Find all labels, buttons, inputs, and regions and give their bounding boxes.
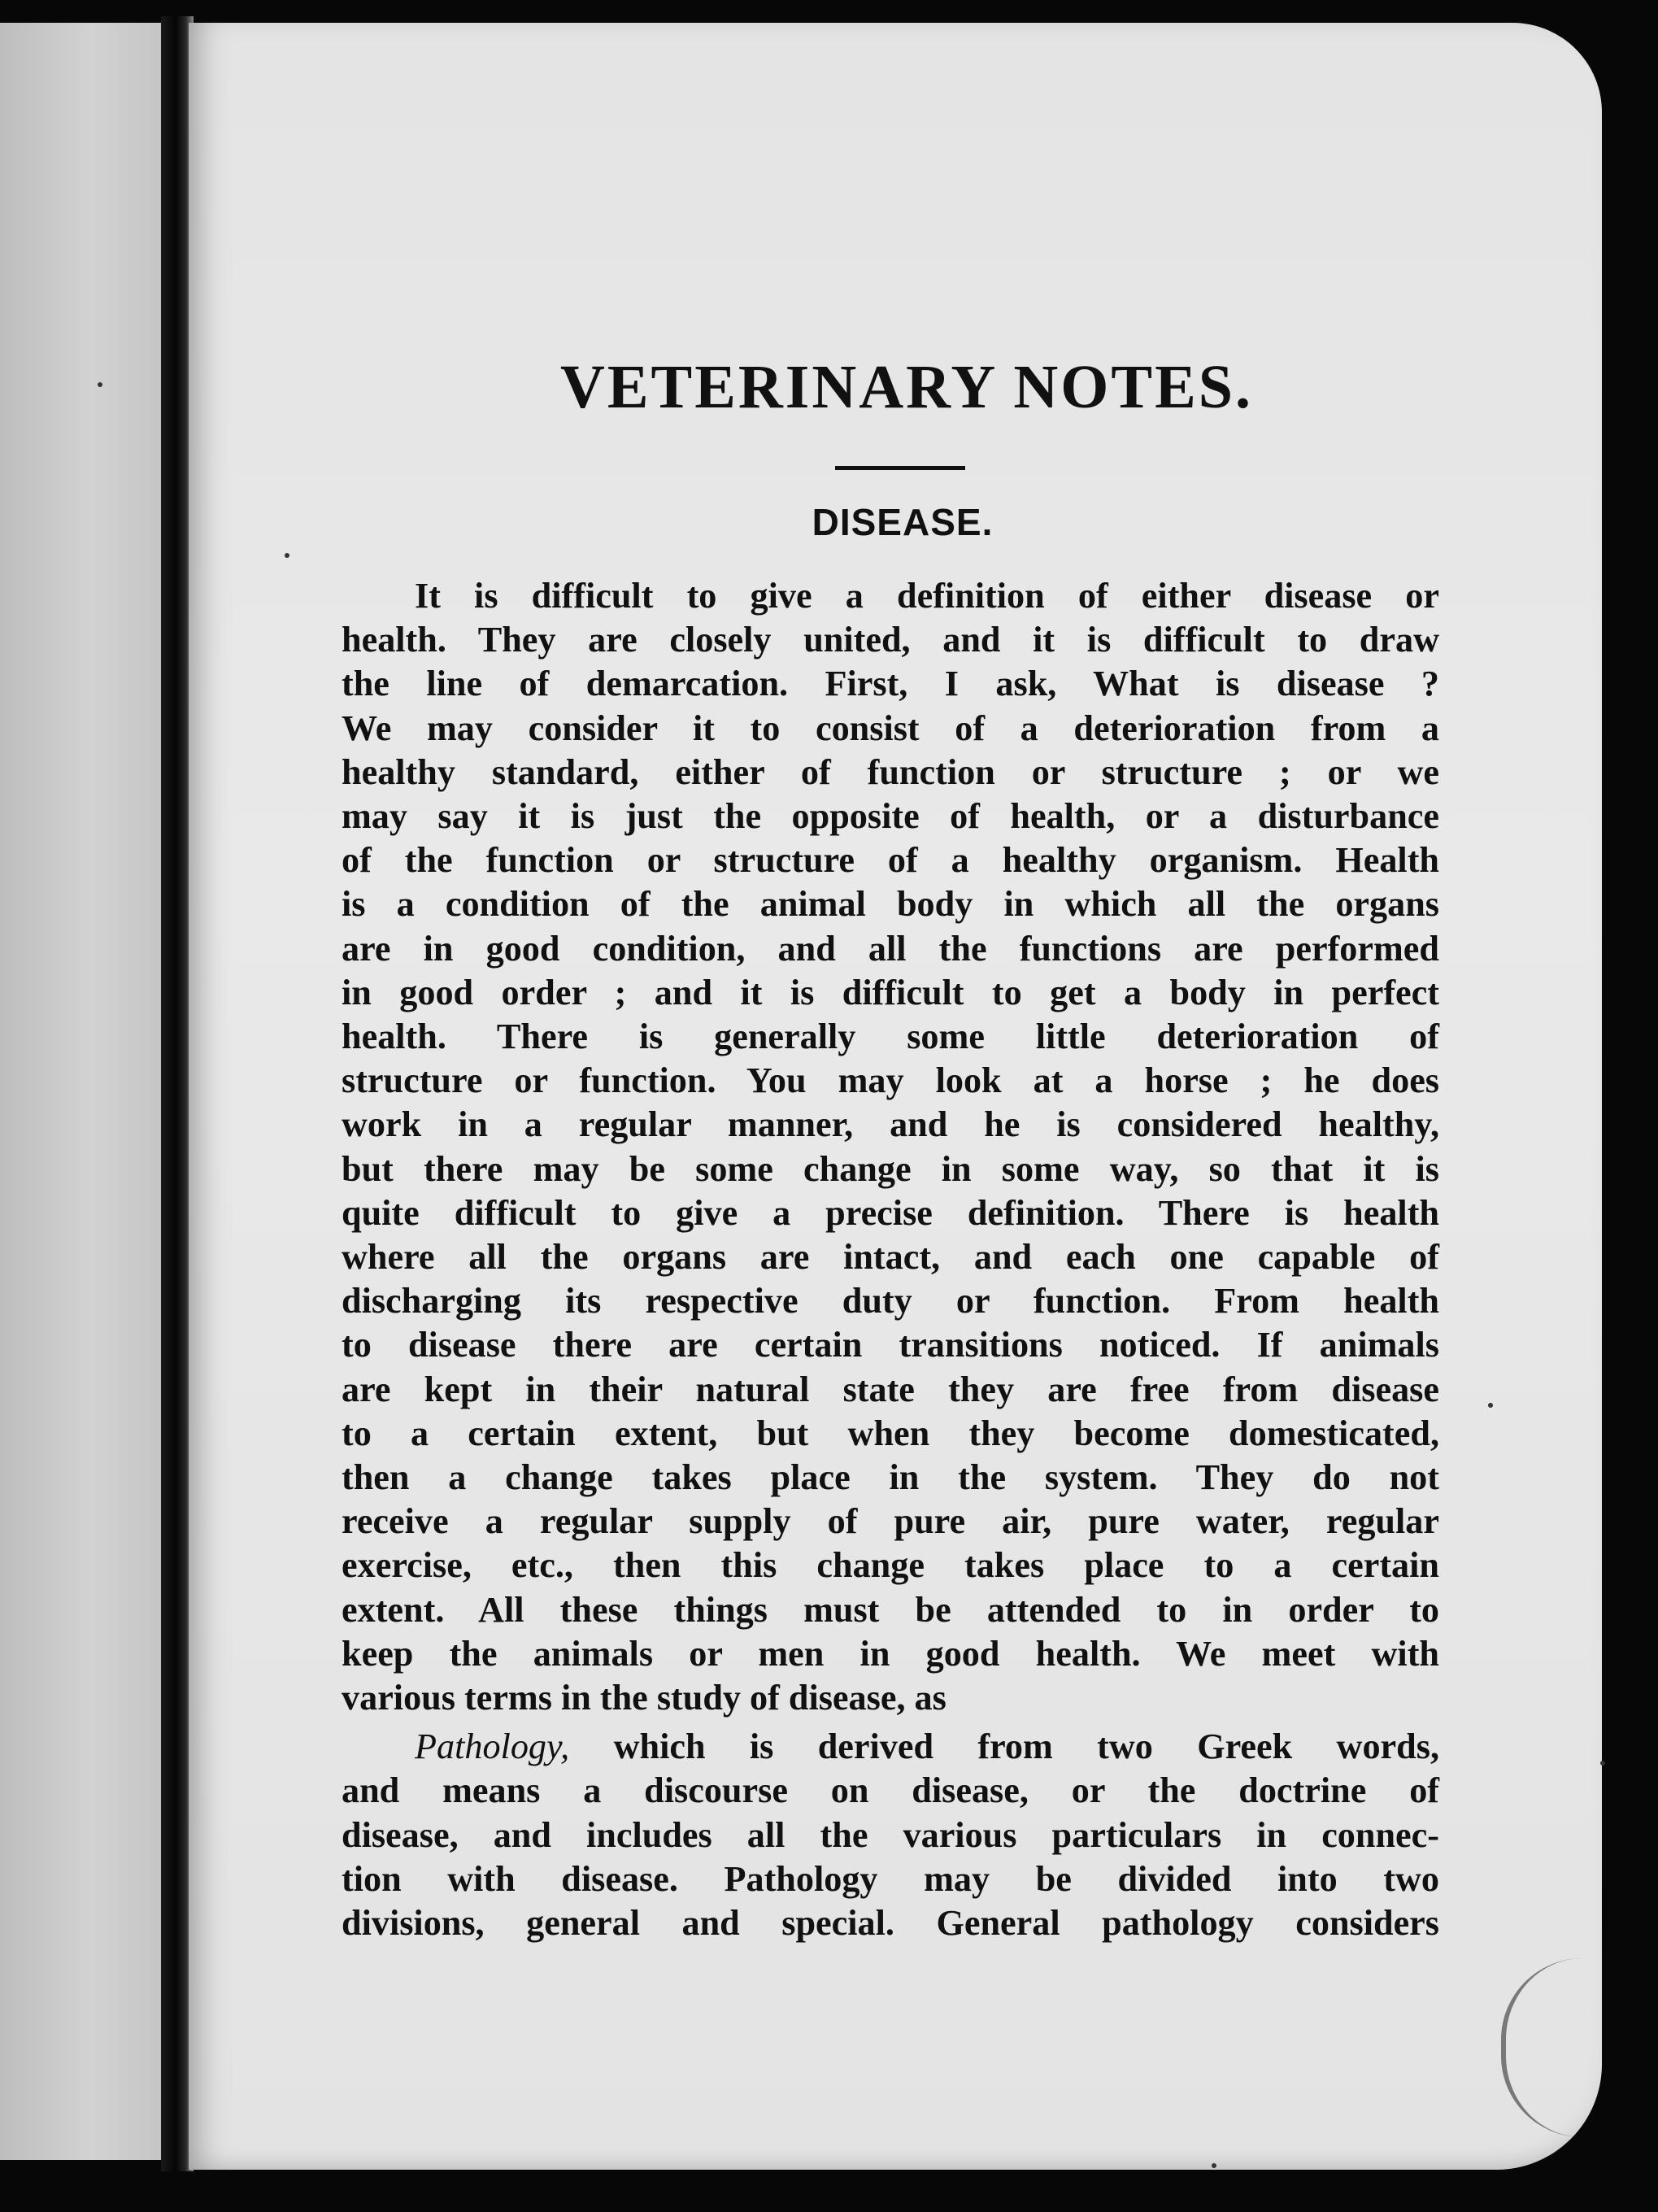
text-line: in good order ; and it is difficult to get a body in perfect — [342, 972, 1439, 1012]
paragraph-disease-definition — [342, 574, 1439, 1720]
text-line: disease, and includes all the various particulars in connec- — [342, 1814, 1439, 1855]
speck — [285, 553, 289, 558]
speck — [1212, 2163, 1216, 2168]
text-line: exercise, etc., then this change takes place to a certain — [342, 1545, 1439, 1586]
text-line: health. They are closely united, and it is difficult to draw — [342, 620, 1439, 660]
text-line: are in good condition, and all the functions are performed — [342, 928, 1439, 969]
text-line: to a certain extent, but when they become domesticated, — [342, 1413, 1439, 1453]
speck — [98, 382, 102, 387]
text-line: may say it is just the opposite of health, or a disturbance — [342, 796, 1439, 837]
text-line: healthy standard, either of function or structure ; or we — [342, 751, 1439, 792]
text-line: then a change takes place in the system. They do not — [342, 1457, 1439, 1498]
speck — [1600, 1761, 1605, 1766]
text-fragment: which is derived from two Greek words, — [569, 1726, 1439, 1767]
page-content — [342, 351, 1439, 1945]
paragraph-pathology — [342, 1725, 1439, 1945]
previous-page-edge — [0, 23, 167, 2160]
text-line: extent. All these things must be attended to in order to — [342, 1589, 1439, 1630]
pathology-term: Pathology, — [415, 1726, 570, 1767]
title-divider — [835, 466, 965, 470]
text-line: We may consider it to consist of a deterioration from a — [342, 708, 1439, 748]
text-line: quite difficult to give a precise definition. There is health — [342, 1192, 1439, 1233]
text-line: discharging its respective duty or function. From health — [342, 1281, 1439, 1322]
text-line: the line of demarcation. First, I ask, What is disease ? — [342, 664, 1439, 704]
text-line: are kept in their natural state they are free from disease — [342, 1369, 1439, 1409]
text-line: work in a regular manner, and he is considered healthy, — [342, 1104, 1439, 1145]
text-line: but there may be some change in some way, so that it is — [342, 1148, 1439, 1189]
text-line: where all the organs are intact, and each one capable of — [342, 1237, 1439, 1278]
text-line: divisions, general and special. General pathology considers — [342, 1903, 1439, 1944]
text-line: of the function or structure of a healthy organism. Health — [342, 840, 1439, 881]
text-line: receive a regular supply of pure air, pure water, regular — [342, 1501, 1439, 1542]
text-line: and means a discourse on disease, or the doctrine of — [342, 1770, 1439, 1811]
text-line — [342, 1725, 1439, 1769]
text-line: health. There is generally some little deterioration of — [342, 1017, 1439, 1057]
text-line: tion with disease. Pathology may be divided into two — [342, 1858, 1439, 1899]
text-line: is a condition of the animal body in which all the organs — [342, 884, 1439, 925]
section-heading: DISEASE. — [812, 501, 994, 543]
text-line: various terms in the study of disease, as — [342, 1678, 946, 1718]
page-corner-curl — [1501, 1958, 1595, 2137]
text-line: to disease there are certain transitions noticed. If animals — [342, 1325, 1439, 1365]
text-line: It is difficult to give a definition of either disease or — [415, 576, 1439, 616]
page-title: VETERINARY NOTES. — [559, 353, 1254, 421]
speck — [1488, 1403, 1493, 1408]
book-page — [189, 23, 1602, 2170]
text-line: keep the animals or men in good health. We meet with — [342, 1633, 1439, 1674]
text-line: structure or function. You may look at a horse ; he does — [342, 1060, 1439, 1101]
